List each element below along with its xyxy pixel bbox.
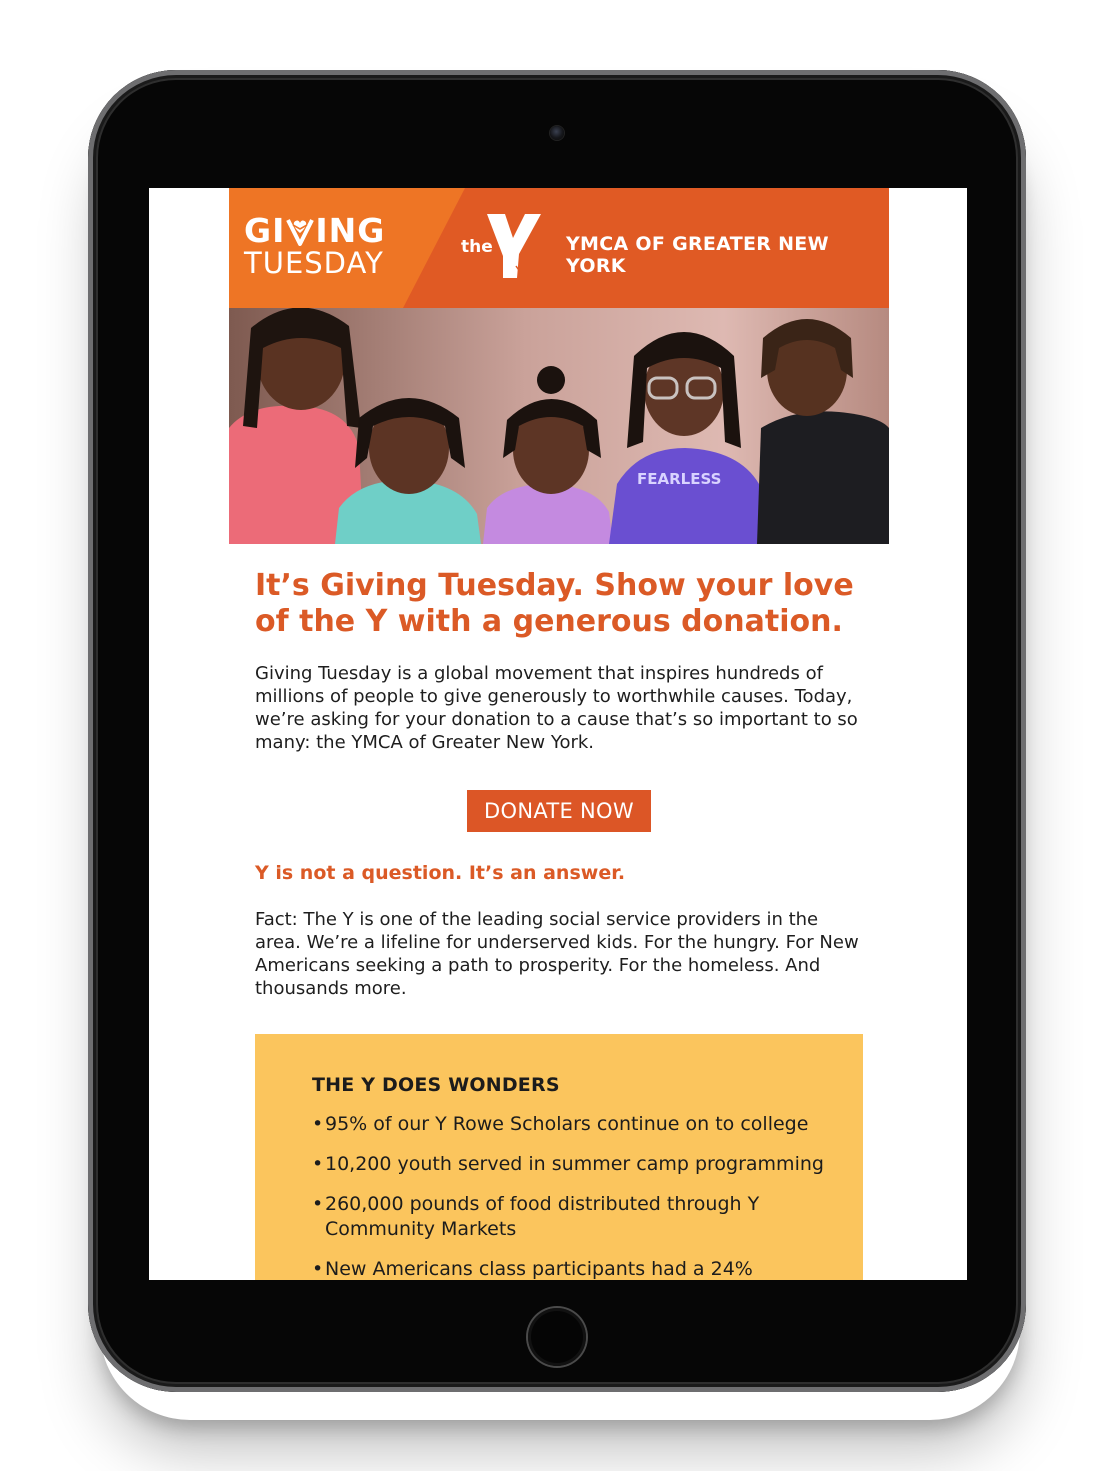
wonders-list-item: • New Americans class participants had a 24% xyxy=(312,1257,833,1280)
home-button[interactable] xyxy=(528,1308,586,1366)
donate-now-button[interactable]: DONATE NOW xyxy=(467,790,651,832)
wonders-list-item: • 10,200 youth served in summer camp programming xyxy=(312,1152,833,1177)
giving-tuesday-logo-text-a: GI xyxy=(244,211,286,250)
hero-photo xyxy=(229,308,889,544)
tablet-screen xyxy=(149,188,967,1280)
email-body xyxy=(229,188,889,1280)
email-header-banner xyxy=(229,188,889,308)
hero-illustration xyxy=(229,308,889,544)
wonders-list-item: • 95% of our Y Rowe Scholars continue on to college xyxy=(312,1112,833,1137)
y-icon xyxy=(461,212,551,282)
giving-tuesday-logo-text-tuesday: TUESDAY xyxy=(244,246,384,280)
wonders-callout-box xyxy=(255,1034,863,1280)
fact-paragraph: Fact: The Y is one of the leading social service providers in the area. We’re a lifeline for underserved kids. For the hungry. For New Americans seeking a path to prosperity. For the homeless. And thousands more. xyxy=(255,909,859,999)
email-headline: It’s Giving Tuesday. Show your love of the Y with a generous donation. xyxy=(255,568,854,639)
giving-tuesday-logo[interactable] xyxy=(244,211,386,280)
wonders-title: THE Y DOES WONDERS xyxy=(312,1074,560,1096)
giving-tuesday-logo-text-b: ING xyxy=(315,211,386,250)
ymca-organization-name: YMCA OF GREATER NEW YORK xyxy=(566,233,829,277)
wonders-list xyxy=(312,1112,833,1280)
front-camera xyxy=(550,126,564,140)
wonders-list-item: • 260,000 pounds of food distributed through Y Community Markets xyxy=(312,1192,833,1242)
ymca-logo[interactable] xyxy=(461,212,551,282)
shirt-text: FEARLESS xyxy=(637,470,722,488)
heart-v-icon xyxy=(286,216,314,246)
section-subhead: Y is not a question. It’s an answer. xyxy=(255,862,626,884)
ymca-logo-the: the xyxy=(461,237,493,257)
intro-paragraph: Giving Tuesday is a global movement that inspires hundreds of millions of people to give generously to worthwhile causes. Today, we’re asking for your donation to a cause that’s so important to so many: the YMCA of Greater New York. xyxy=(255,663,858,753)
